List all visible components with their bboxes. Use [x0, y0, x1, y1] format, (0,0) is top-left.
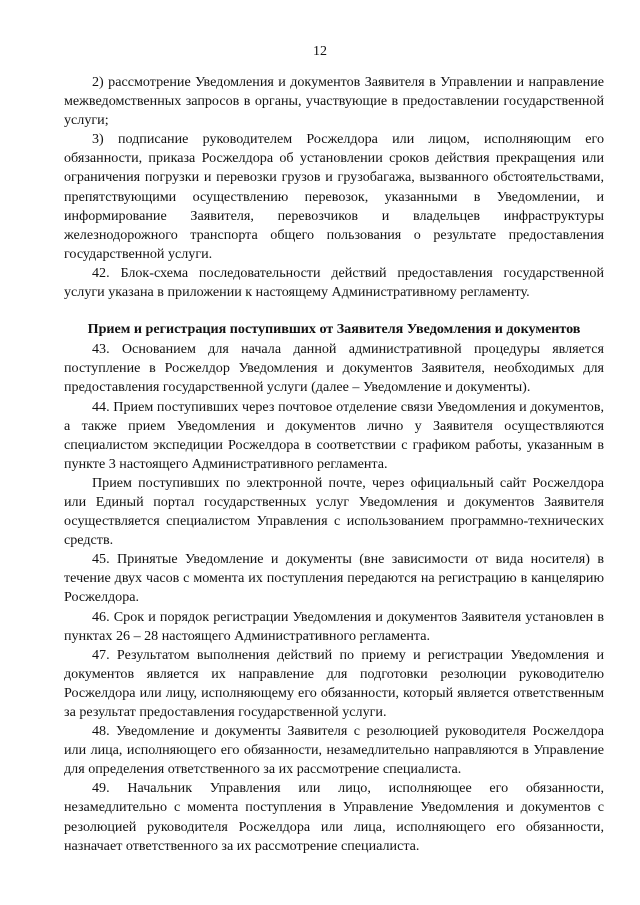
paragraph-item-2: 2) рассмотрение Уведомления и документов Заявителя в Управлении и направление межведомственных запросов в органы, участвующие в предоставлении государственной услуги;	[64, 74, 604, 129]
paragraph-42: 42. Блок-схема последовательности действий предоставления государственной услуги указана в приложении к настоящему Административному регламенту.	[64, 264, 604, 301]
paragraph-item-3: 3) подписание руководителем Росжелдора или лицом, исполняющим его обязанности, приказа Росжелдора об установлении сроков действия прекращения или ограничения погрузки и перевозки грузов и грузобагажа, вызванного обстоятельствами, препятствующими осуществлению перевозок, указанными в Уведомлении, и информирование Заявителя, перевозчиков и владельцев инфраструктуры железнодорожного транспорта общего пользования о результате предоставления государственной услуги.	[64, 131, 604, 262]
section-heading: Прием и регистрация поступивших от Заявителя Уведомления и документов	[87, 321, 581, 338]
paragraph-48: 48. Уведомление и документы Заявителя с резолюцией руководителя Росжелдора или лица, исполняющего его обязанности, незамедлительно направляются в Управление для определения ответственного за их рассмотрение специалиста.	[64, 723, 604, 778]
paragraph-44-continued: Прием поступивших по электронной почте, через официальный сайт Росжелдора или Единый портал государственных услуг Уведомления и документов Заявителя осуществляется специалистом Управления с использованием программно-технических средств.	[64, 474, 604, 549]
page-content	[64, 73, 604, 856]
paragraph-46: 46. Срок и порядок регистрации Уведомления и документов Заявителя установлен в пунктах 26 – 28 настоящего Административного регламента.	[64, 608, 604, 644]
paragraph-44: 44. Прием поступивших через почтовое отделение связи Уведомления и документов, а также прием Уведомления и документов лично у Заявителя осуществляются специалистом экспедиции Росжелдора в соответствии с графиком работы, указанным в пункте 3 настоящего Административного регламента.	[64, 398, 604, 472]
paragraph-43: 43. Основанием для начала данной административной процедуры является поступление в Росжелдор Уведомления и документов Заявителя, необходимых для предоставления государственной услуги (далее – Уведомление и документы).	[64, 341, 604, 396]
page-number: 12	[313, 44, 327, 59]
paragraph-47: 47. Результатом выполнения действий по приему и регистрации Уведомления и документов является их направление для подготовки резолюции руководителю Росжелдора или лицу, исполняющему его обязанности, который является ответственным за результат предоставления государственной услуги.	[64, 646, 604, 720]
paragraph-45: 45. Принятые Уведомление и документы (вне зависимости от вида носителя) в течение двух часов с момента их поступления передаются на регистрацию в канцелярию Росжелдора.	[64, 551, 604, 606]
paragraph-49: 49. Начальник Управления или лицо, исполняющее его обязанности, незамедлительно с момента поступления в Управление Уведомления и документов с резолюцией руководителя Росжелдора или лица, исполняющего его обязанности, назначает ответственного за их рассмотрение специалиста.	[64, 780, 604, 854]
